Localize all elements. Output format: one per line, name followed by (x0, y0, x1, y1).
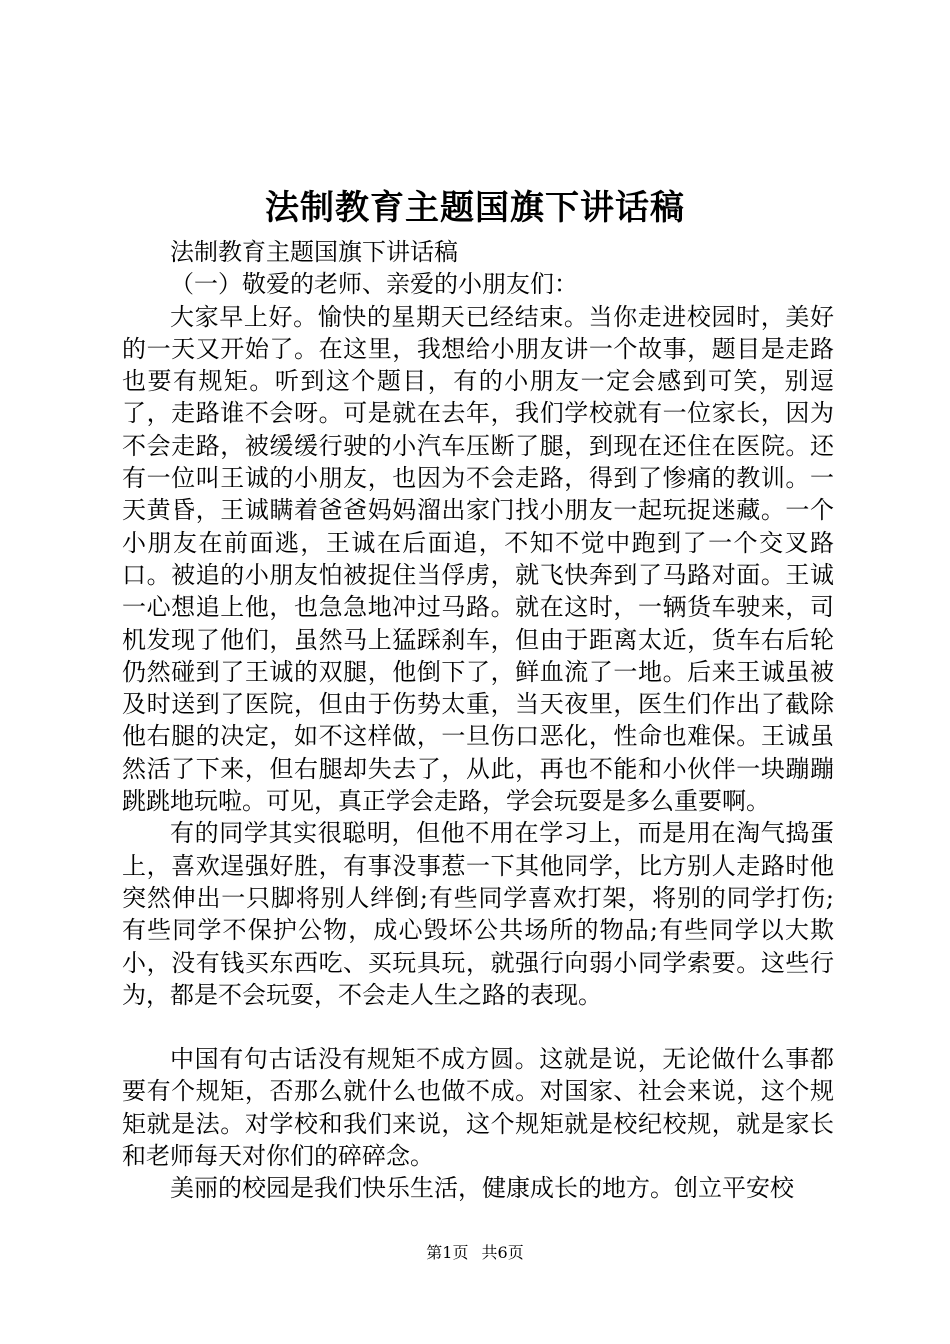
document-body (122, 236, 834, 1205)
paragraph-greeting: （一）敬爱的老师、亲爱的小朋友们： (170, 270, 578, 299)
page-number: 第1页 (426, 1243, 469, 1262)
paragraph-behavior: 有的同学其实很聪明，但他不用在学习上，而是用在淘气捣蛋上，喜欢逞强好胜，有事没事惹一下其他同学，比方别人走路时他突然伸出一只脚将别人绊倒;有些同学喜欢打架，将别的同学打伤;有些同学不保护公物，成心毁坏公共场所的物品;有些同学以大欺小，没有钱买东西吃、买玩具玩，就强行向弱小同学索要。这些行为，都是不会玩耍，不会走人生之路的表现。 (122, 819, 834, 1009)
paragraph-campus: 美丽的校园是我们快乐生活，健康成长的地方。创立平安校 (170, 1174, 794, 1203)
document-title: 法制教育主题国旗下讲话稿 (265, 188, 685, 228)
paragraph-story: 大家早上好。愉快的星期天已经结束。当你走进校园时，美好的一天又开始了。在这里，我想给小朋友讲一个故事，题目是走路也要有规矩。听到这个题目，有的小朋友一定会感到可笑，别逗了，走路谁不会呀。可是就在去年，我们学校就有一位家长，因为不会走路，被缓缓行驶的小汽车压断了腿，到现在还住在医院。还有一位叫王诚的小朋友，也因为不会走路，得到了惨痛的教训。一天黄昏，王诚瞒着爸爸妈妈溜出家门找小朋友一起玩捉迷藏。一个小朋友在前面逃，王诚在后面追，不知不觉中跑到了一个交叉路口。被追的小朋友怕被捉住当俘虏，就飞快奔到了马路对面。王诚一心想追上他，也急急地冲过马路。就在这时，一辆货车驶来，司机发现了他们，虽然马上猛踩刹车，但由于距离太近，货车右后轮仍然碰到了王诚的双腿，他倒下了，鲜血流了一地。后来王诚虽被及时送到了医院，但由于伤势太重，当天夜里，医生们作出了截除他右腿的决定，如不这样做，一旦伤口恶化，性命也难保。王诚虽然活了下来，但右腿却失去了，从此，再也不能和小伙伴一块蹦蹦跳跳地玩啦。可见，真正学会走路，学会玩耍是多么重要啊。 (122, 302, 834, 816)
paragraph-rules: 中国有句古话没有规矩不成方圆。这就是说，无论做什么事都要有个规矩，否那么就什么也做不成。对国家、社会来说，这个规矩就是法。对学校和我们来说，这个规矩就是校纪校规，就是家长和老师每天对你们的碎碎念。 (122, 1045, 834, 1171)
page-total: 共6页 (481, 1243, 524, 1262)
page-footer (0, 1242, 950, 1264)
paragraph-subtitle: 法制教育主题国旗下讲话稿 (170, 238, 458, 266)
